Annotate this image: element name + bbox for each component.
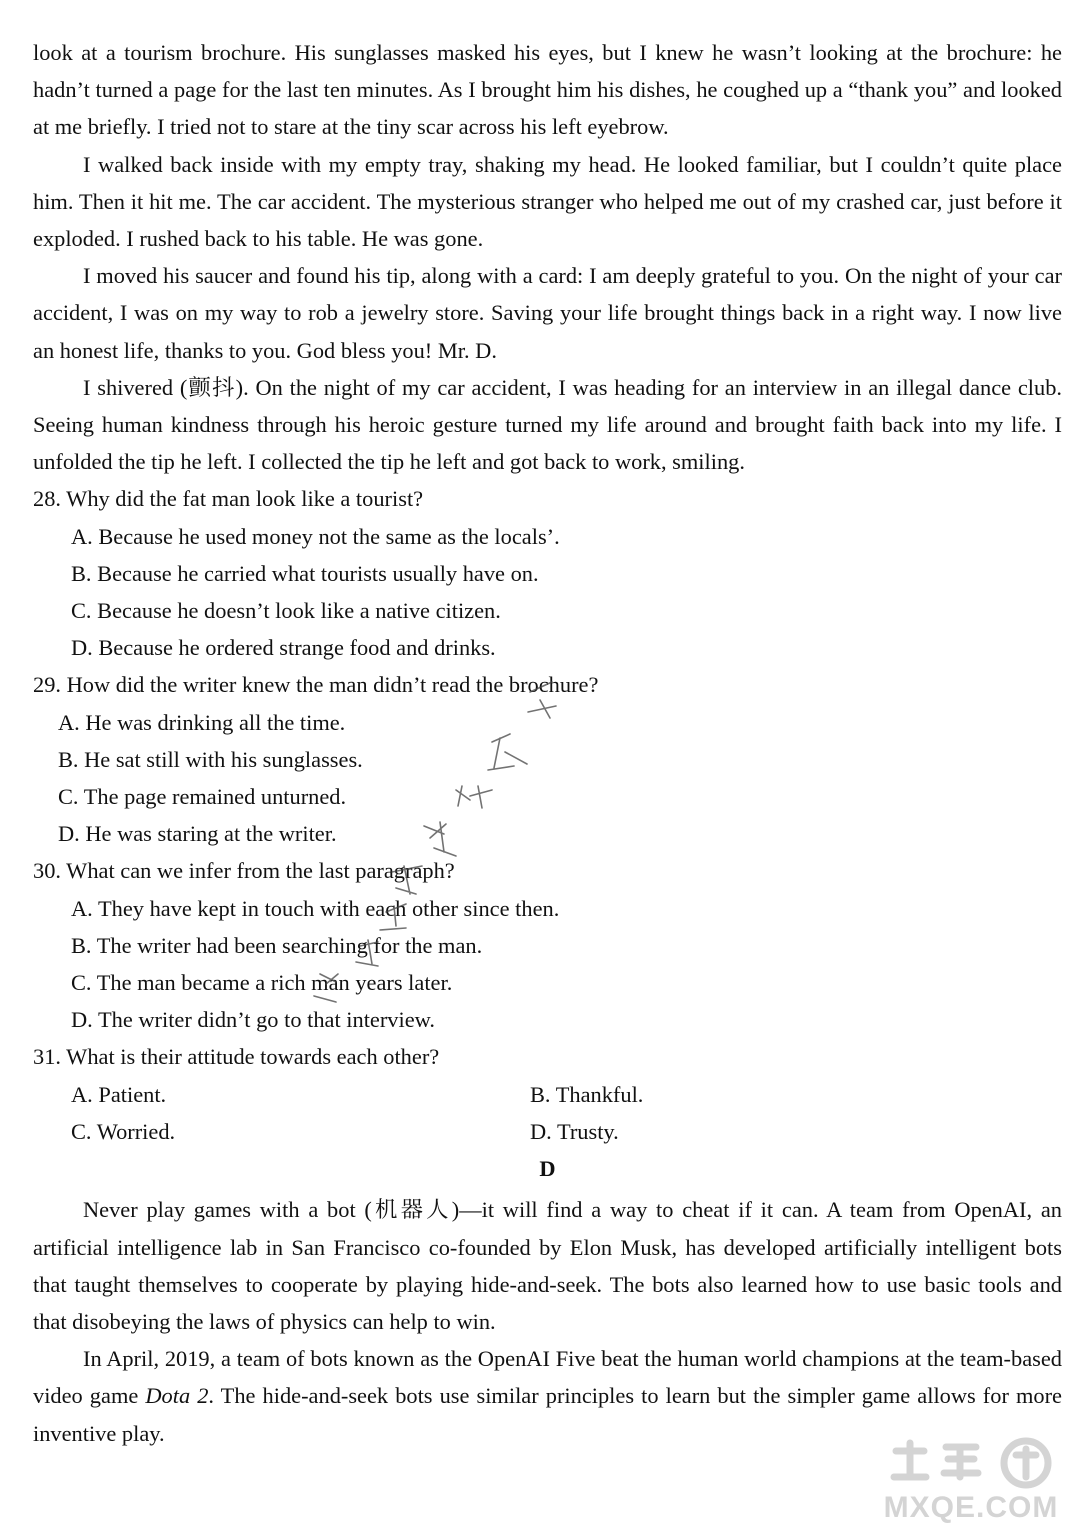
option-b: B. The writer had been searching for the man. — [71, 932, 483, 958]
option-a: A. Patient. — [71, 1081, 167, 1107]
question-31 — [33, 1038, 1062, 1150]
option-b: B. He sat still with his sunglasses. — [58, 746, 363, 772]
question-28 — [33, 480, 1062, 666]
logo-text: MXQE.COM — [883, 1491, 1059, 1524]
text-before-title: In April, 2019, a team of bots known as the OpenAI Five beat the human world champions at the team-based video game — [33, 1346, 1062, 1409]
option-c: C. Because he doesn’t look like a native citizen. — [71, 598, 501, 624]
option-d: D. Because he ordered strange food and drinks. — [71, 635, 496, 661]
passage-c-paragraph-4: I shivered (颤抖). On the night of my car accident, I was heading for an interview in an illegal dance club. Seeing human kindness through his heroic gesture turned my life around and brought faith back into my life. I unfolded the tip he left. I collected the tip he left and got back to work, smiling. — [33, 374, 1062, 475]
passage-c-paragraph-3: I moved his saucer and found his tip, along with a card: I am deeply grateful to you. On the night of your car accident, I was on my way to rob a jewelry store. Saving your life brought things back in a right way. I now live an honest life, thanks to you. God bless you! Mr. D. — [33, 263, 1062, 363]
passage-d-paragraph-1: Never play games with a bot (机器人)—it will find a way to cheat if it can. A team from OpenAI, an artificial intelligence lab in San Francisco co-founded by Elon Musk, has developed artificially intelligent bots that taught themselves to cooperate by playing hide-and-seek. The bots also learned how to use basic tools and that disobeying the laws of physics can help to win. — [33, 1197, 1062, 1334]
question-stem: 28. Why did the fat man look like a tourist? — [33, 486, 424, 512]
game-title: Dota 2 — [145, 1383, 209, 1409]
option-d: D. He was staring at the writer. — [58, 821, 337, 847]
option-c: C. The page remained unturned. — [58, 784, 347, 810]
passage-c-paragraph-2: I walked back inside with my empty tray, shaking my head. He looked familiar, but I couldn’t quite place him. Then it hit me. The car accident. The mysterious stranger who helped me out of my crashed car, just before it exploded. I rushed back to his table. He was gone. — [33, 151, 1062, 252]
option-c: C. The man became a rich man years later. — [71, 970, 453, 996]
option-c: C. Worried. — [71, 1118, 176, 1144]
option-a: A. Because he used money not the same as the locals’. — [71, 523, 560, 549]
passage-c-paragraph-1: look at a tourism brochure. His sunglasses masked his eyes, but I knew he wasn’t looking at the brochure: he hadn’t turned a page for the last ten minutes. As I brought him his dishes, he coughed up a “thank you” and looked at me briefly. I tried not to stare at the tiny scar across his left eyebrow. — [33, 40, 1062, 140]
option-a: A. They have kept in touch with each other since then. — [71, 895, 560, 921]
document-page — [33, 34, 1062, 1452]
question-stem: 29. How did the writer knew the man didn’t read the brochure? — [33, 672, 599, 698]
option-b: B. Because he carried what tourists usually have on. — [71, 560, 539, 586]
text-after-title: . The hide-and-seek bots use similar principles to learn but the simpler game allows for more inventive play. — [33, 1383, 1062, 1446]
question-stem: 30. What can we infer from the last paragraph? — [33, 858, 455, 884]
option-a: A. He was drinking all the time. — [58, 709, 346, 735]
question-stem: 31. What is their attitude towards each other? — [33, 1044, 440, 1070]
question-30 — [33, 852, 1062, 1038]
option-d: D. The writer didn’t go to that interview. — [71, 1007, 435, 1033]
section-d-title: D — [539, 1156, 556, 1182]
passage-d-paragraph-2 — [33, 1340, 1062, 1452]
options-row-1 — [33, 1076, 1062, 1113]
option-b: B. Thankful. — [530, 1081, 644, 1107]
question-29 — [33, 666, 1062, 852]
option-d: D. Trusty. — [530, 1118, 619, 1144]
options-row-2 — [33, 1113, 1062, 1150]
